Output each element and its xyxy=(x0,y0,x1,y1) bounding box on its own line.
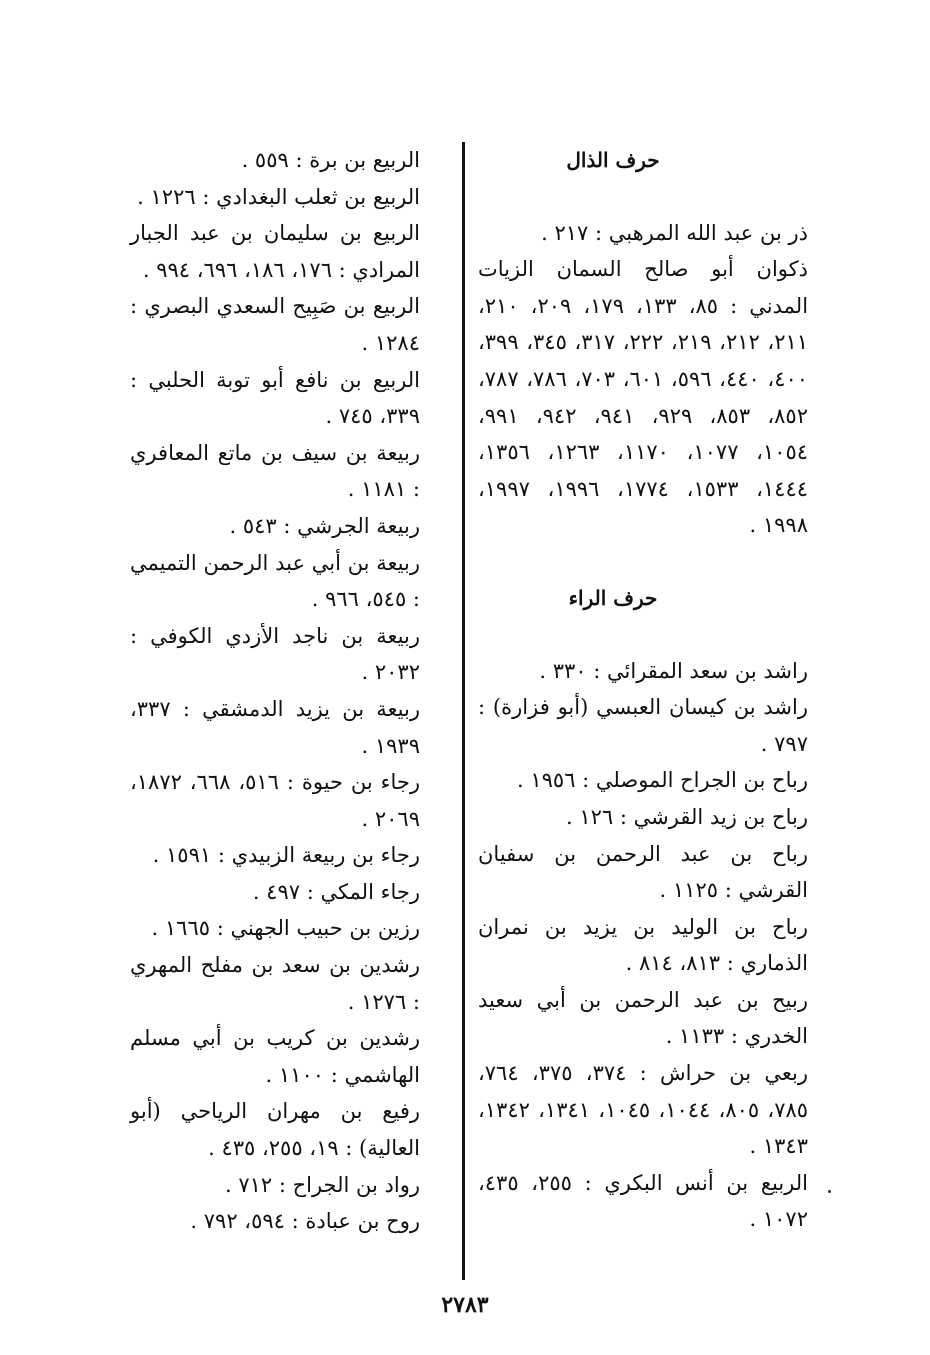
index-entry: رباح بن زيد القرشي : ١٢٦ . xyxy=(566,804,808,829)
index-entry: ربيح بن عبد الرحمن بن أبي سعيد الخدري : ١١٣٣ . xyxy=(478,987,808,1049)
index-entry: رباح بن الجراح الموصلي : ١٩٥٦ . xyxy=(517,768,808,793)
index-entry: ربيعة بن أبي عبد الرحمن التميمي : ٥٤٥، ٩٦٦ . xyxy=(130,550,420,612)
index-entry: رشدين بن سعد بن مفلح المهري : ١٢٧٦ . xyxy=(130,953,420,1014)
index-entry: الربيع بن نافع أبو توبة الحلبي : ٣٣٩، ٧٤٥ . xyxy=(130,367,420,429)
index-entry: رشدين بن كريب بن أبي مسلم الهاشمي : ١١٠٠ . xyxy=(130,1026,420,1087)
left-column xyxy=(130,142,420,1240)
index-entry: ربعي بن حراش : ٣٧٤، ٣٧٥، ٧٦٤، ٧٨٥، ٨٠٥، ١٠٤٤، ١٠٤٥، ١٣٤١، ١٣٤٢، ١٣٤٣ . xyxy=(478,1061,809,1159)
index-entry: ربيعة الجرشي : ٥٤٣ . xyxy=(229,513,420,538)
index-entry: الربيع بن أنس البكري : ٢٥٥، ٤٣٥، ١٠٧٢ . xyxy=(478,1170,808,1232)
index-entry: رواد بن الجراح : ٧١٢ . xyxy=(224,1172,420,1197)
section-heading-dhal: حرف الذال xyxy=(566,148,660,172)
section-heading-ra: حرف الراء xyxy=(568,585,658,610)
index-entry: ربيعة بن سيف بن ماتع المعافري : ١١٨١ . xyxy=(130,440,420,502)
index-entry: رفيع بن مهران الرياحي (أبو العالية) : ١٩، ٢٥٥، ٤٣٥ . xyxy=(130,1099,420,1161)
index-entry: رجاء بن حيوة : ٥١٦، ٦٦٨، ١٨٧٢، ٢٠٦٩ . xyxy=(130,770,421,831)
index-entry: راشد بن كيسان العبسي (أبو فزارة) : ٧٩٧ . xyxy=(478,695,808,756)
index-entry: روح بن عبادة : ٥٩٤، ٧٩٢ . xyxy=(190,1209,420,1234)
index-entry: رزين بن حبيب الجهني : ١٦٦٥ . xyxy=(151,916,420,941)
index-entry: الربيع بن صَبِيح السعدي البصري : ١٢٨٤ . xyxy=(130,294,420,355)
index-entry: رباح بن عبد الرحمن بن سفيان القرشي : ١١٢٥ . xyxy=(478,841,808,903)
index-entry: رباح بن الوليد بن يزيد بن نمران الذماري : ٨١٣، ٨١٤ . xyxy=(478,914,808,976)
index-entry: راشد بن سعد المقرائي : ٣٣٠ . xyxy=(539,658,808,683)
scan-speck xyxy=(828,1190,831,1193)
column-divider xyxy=(462,142,465,1280)
index-entry: الربيع بن ثعلب البغدادي : ١٢٢٦ . xyxy=(137,184,420,209)
index-entry: رجاء المكي : ٤٩٧ . xyxy=(252,879,420,904)
index-entry: رجاء بن ربيعة الزبيدي : ١٥٩١ . xyxy=(152,843,420,868)
right-column xyxy=(478,142,808,1238)
index-entry: ذكوان أبو صالح السمان الزيات المدني : ٨٥، ١٣٣، ١٧٩، ٢٠٩، ٢١٠، ٢١١، ٢١٢، ٢١٩، ٢٢٢، ٣١٧، ٣٤٥، ٣٩٩، ٤٠٠، ٤٤٠، ٥٩٦، ٦٠١، ٧٠٣، ٧٨٦، ٧٨٧، ٨٥٢، ٨٥٣، ٩٢٩، ٩٤١، ٩٤٢، ٩٩١، ١٠٥٤، ١٠٧٧، ١١٧٠، ١٢٦٣، ١٣٥٦، ١٤٤٤، ١٥٣٣، ١٧٧٤، ١٩٩٦، ١٩٩٧، ١٩٩٨ . xyxy=(478,257,809,538)
index-entry: الربيع بن سليمان بن عبد الجبار المرادي : ١٧٦، ١٨٦، ٦٩٦، ٩٩٤ . xyxy=(130,221,420,282)
index-entry: الربيع بن برة : ٥٥٩ . xyxy=(241,148,420,172)
index-entry: ذر بن عبد الله المرهبي : ٢١٧ . xyxy=(541,220,808,245)
page-number: ٢٧٨٣ xyxy=(441,1292,489,1318)
index-entry: ربيعة بن ناجد الأزدي الكوفي : ٢٠٣٢ . xyxy=(130,623,420,685)
index-entry: ربيعة بن يزيد الدمشقي : ٣٣٧، ١٩٣٩ . xyxy=(130,696,420,758)
